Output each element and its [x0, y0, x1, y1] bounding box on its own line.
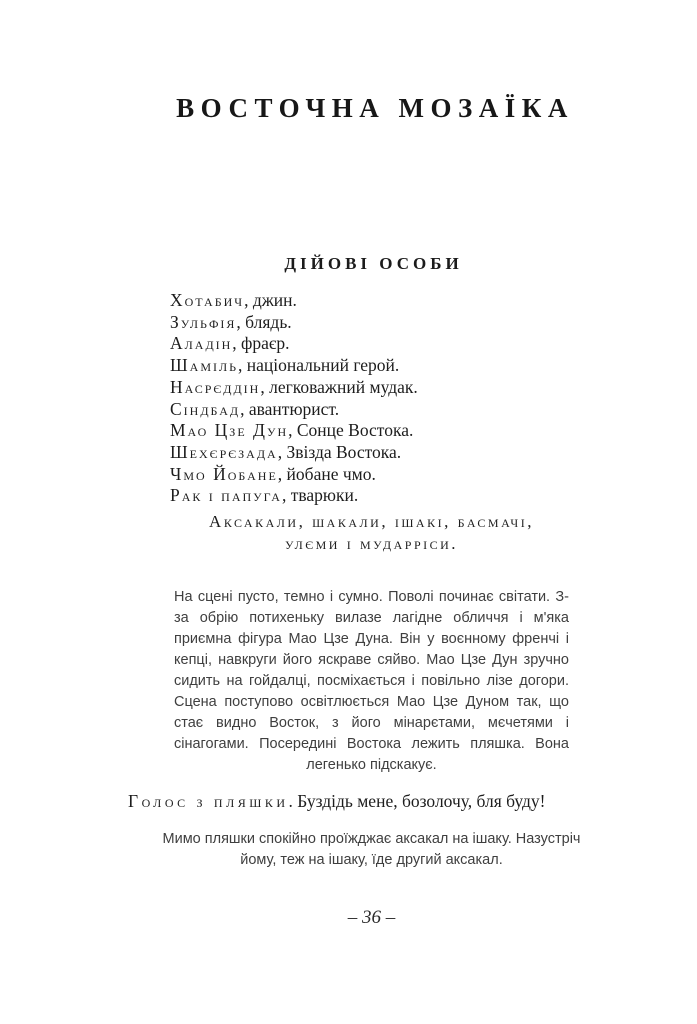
- cast-member: [170, 290, 615, 312]
- cast-member: [170, 399, 615, 421]
- cast-member-name: Зульфія: [170, 311, 237, 332]
- cast-member-desc: , йобане чмо.: [277, 463, 376, 484]
- cast-member-desc: , Сонце Востока.: [288, 420, 414, 441]
- dialogue-line: [128, 790, 615, 813]
- cast-member-desc: , національний герой.: [238, 355, 400, 376]
- cast-member: [170, 333, 615, 355]
- cast-member-desc: , фраєр.: [232, 333, 290, 354]
- cast-member-name: Сіндбад: [170, 398, 241, 419]
- cast-member-desc: , легковажний мудак.: [260, 376, 418, 397]
- cast-member-name: Чмо Йобане: [170, 463, 278, 484]
- cast-member: [170, 464, 615, 486]
- play-title: ВОСТОЧНА МОЗАЇКА: [176, 93, 574, 123]
- cast-member: [170, 442, 615, 464]
- dialogue-speaker: Голос з пляшки: [128, 791, 289, 812]
- cast-extras-line: улєми і мударріси.: [284, 534, 459, 554]
- cast-member-name: Аладін: [170, 333, 233, 354]
- cast-extras-line: Аксакали, шакали, ішакі, басмачі,: [209, 512, 534, 532]
- stage-direction: На сцені пусто, темно і сумно. Поволі починає світати. З-за обрію потихеньку вилазе лагідне обличчя і м'яка приємна фігура Мао Цзе Дуна. Він у воєнному френчі і кепці, навкруги його яскраве сяйво. Мао Цзе Дун зручно сидить на гойдалці, посміхається і повільно лізе догори. Сцена поступово освітлюється Мао Цзе Дуном так, що стає видно Восток, з його мінарєтами, мєчетями і сінагогами. Посередині Востока лежить пляшка. Вона легенько підскакує.: [174, 589, 569, 774]
- cast-member: [170, 377, 615, 399]
- cast-member-name: Насрєддін: [170, 376, 261, 397]
- cast-member-name: Рак і папуга: [170, 485, 282, 506]
- cast-member: [170, 420, 615, 442]
- cast-member-desc: , джин.: [244, 290, 297, 310]
- cast-heading: ДІЙОВІ ОСОБИ: [284, 254, 463, 273]
- stage-direction: Мимо пляшки спокійно проїжджає аксакал на ішаку. Назустріч йому, теж на ішаку, їде другий аксакал.: [162, 831, 581, 869]
- cast-list: [128, 290, 615, 507]
- cast-member-desc: , Звізда Востока.: [277, 441, 402, 462]
- cast-member: [170, 485, 615, 507]
- cast-member-name: Шаміль: [170, 355, 239, 376]
- cast-extras: [128, 511, 615, 555]
- page-number: – 36 –: [347, 907, 396, 929]
- dialogue-text: . Буздідь мене, бозолочу, бля буду!: [288, 791, 546, 812]
- cast-member-desc: , блядь.: [236, 311, 292, 332]
- cast-member: [170, 355, 615, 377]
- text-block: [128, 0, 615, 929]
- cast-member: [170, 312, 615, 334]
- cast-member-name: Мао Цзе Дун: [170, 420, 289, 441]
- cast-member-name: Шехєрєзада: [170, 441, 278, 462]
- cast-member-desc: , авантюрист.: [240, 398, 340, 419]
- cast-member-desc: , тварюки.: [281, 485, 359, 506]
- cast-member-name: Хотабич: [170, 290, 245, 310]
